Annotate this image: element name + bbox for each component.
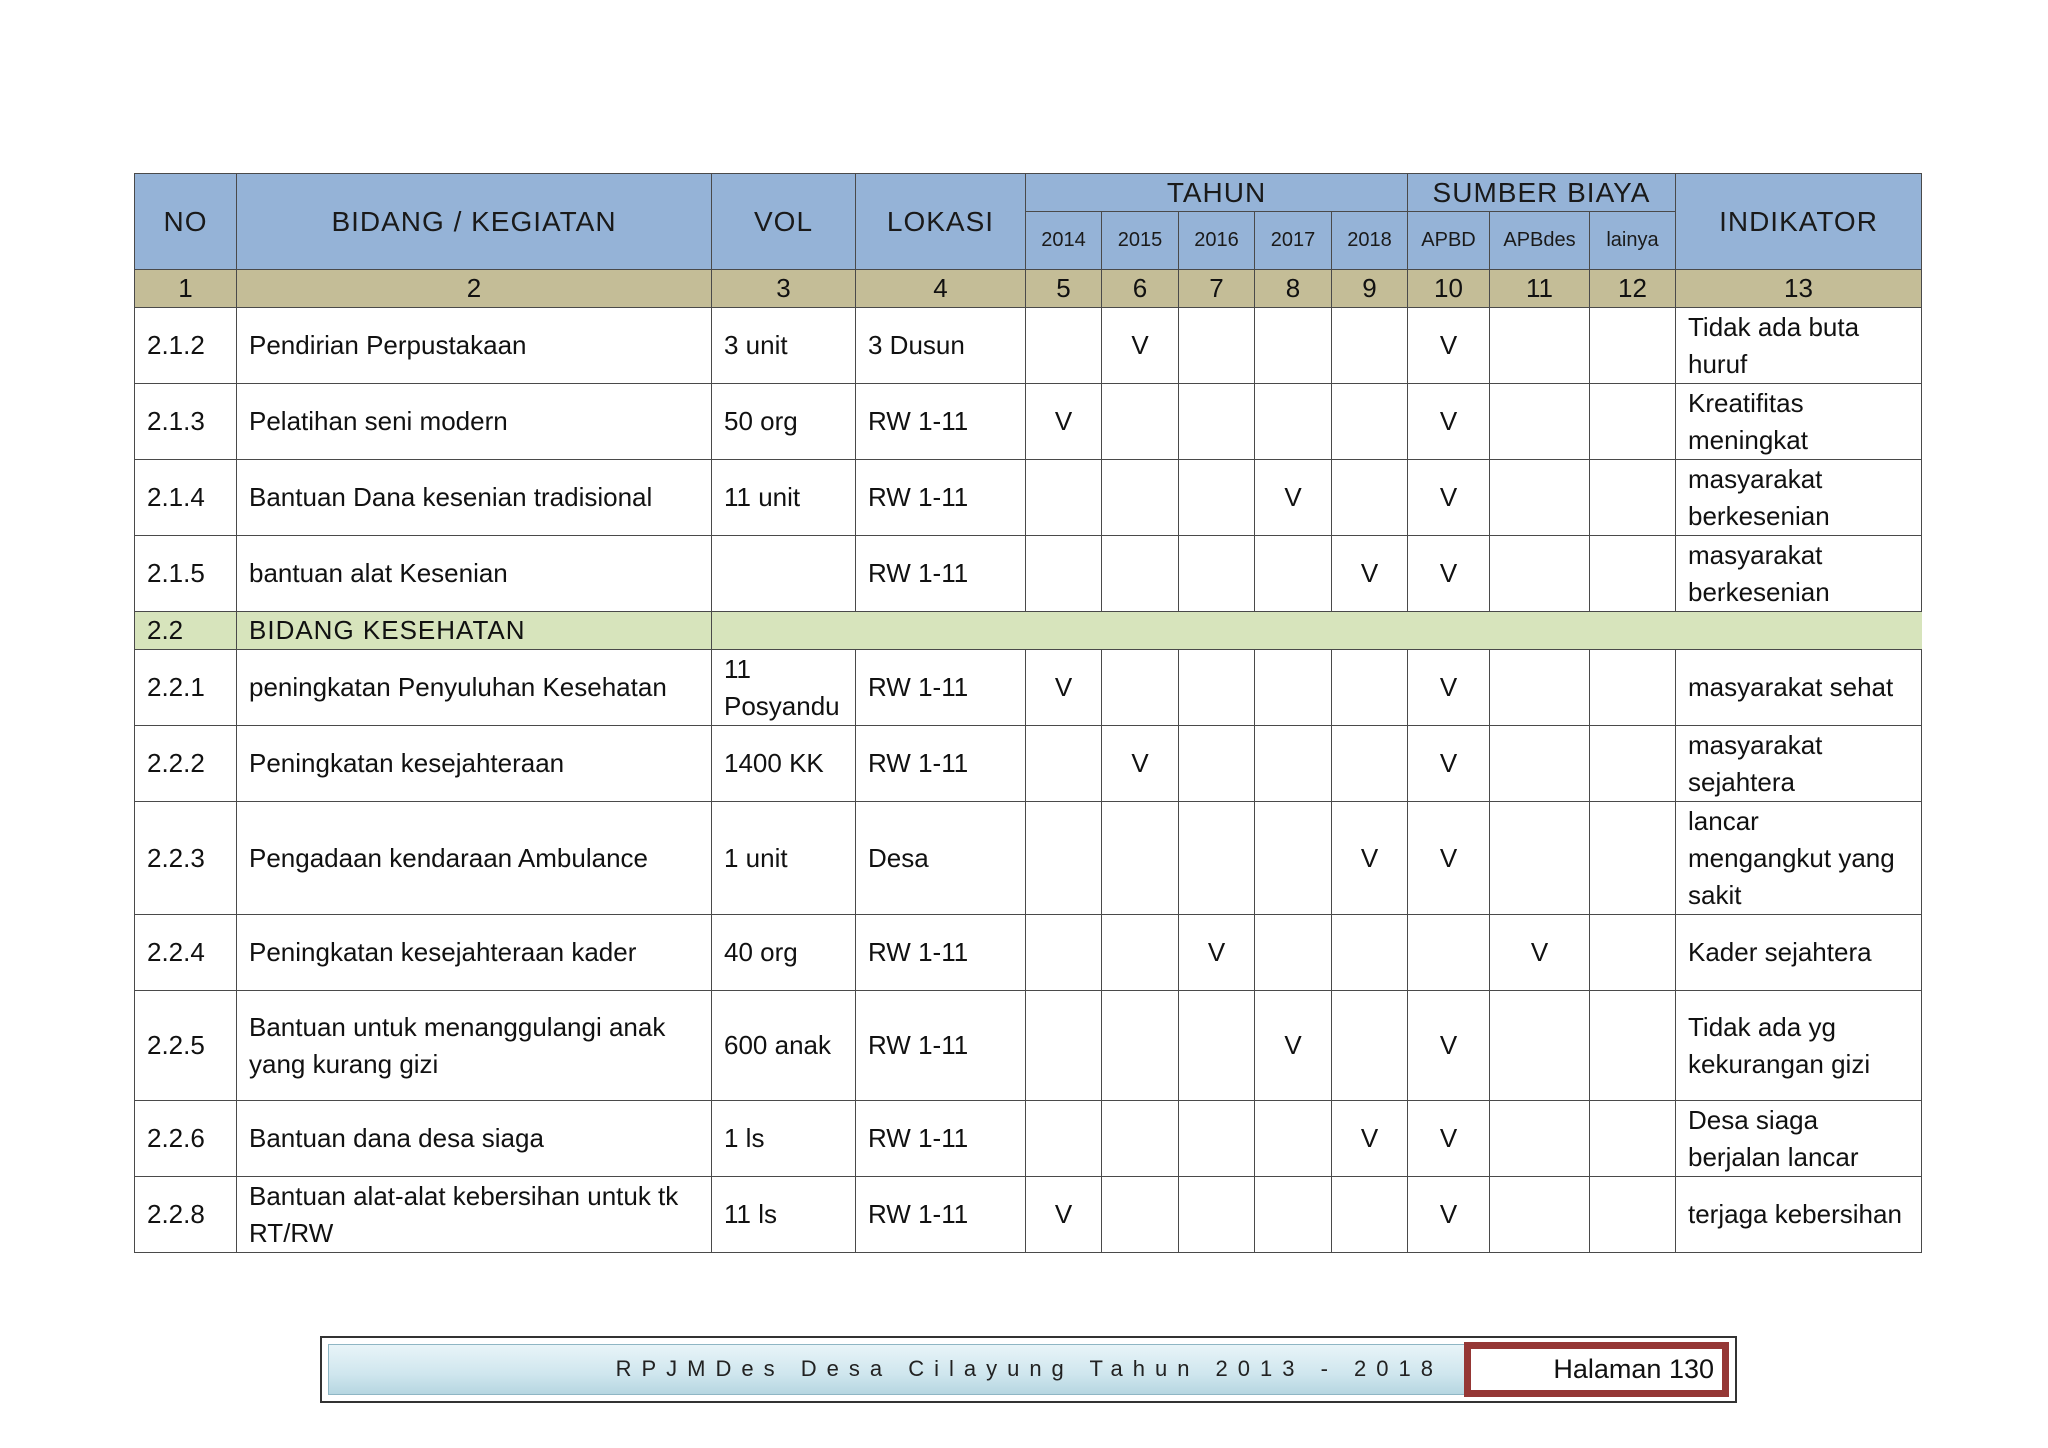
table-row (135, 308, 1922, 384)
header-year-2016: 2016 (1179, 212, 1255, 270)
row-mark: V (1026, 650, 1102, 726)
footer-title: RPJMDes Desa Cilayung Tahun 2013 - 2018 (328, 1344, 1470, 1395)
row-lokasi: Desa (856, 802, 1026, 915)
row-mark (1590, 915, 1676, 991)
column-number-cell: 10 (1408, 270, 1490, 308)
table-row (135, 650, 1922, 726)
column-number-cell: 6 (1102, 270, 1179, 308)
row-mark (1590, 726, 1676, 802)
row-lokasi: RW 1-11 (856, 536, 1026, 612)
row-mark (1590, 1101, 1676, 1177)
row-mark: V (1408, 1101, 1490, 1177)
row-mark (1179, 802, 1255, 915)
row-lokasi: RW 1-11 (856, 1177, 1026, 1253)
column-number-cell: 7 (1179, 270, 1255, 308)
row-kegiatan: Peningkatan kesejahteraan (237, 726, 712, 802)
row-mark (1179, 460, 1255, 536)
header-year-2014: 2014 (1026, 212, 1102, 270)
row-mark (1490, 460, 1590, 536)
row-mark (1026, 308, 1102, 384)
row-mark (1102, 915, 1179, 991)
row-indikator: masyarakat berkesenian (1676, 460, 1922, 536)
row-mark (1179, 991, 1255, 1101)
row-mark (1026, 802, 1102, 915)
row-mark (1590, 991, 1676, 1101)
table-row (135, 1101, 1922, 1177)
header-lokasi: LOKASI (856, 174, 1026, 270)
header-tahun: TAHUN (1026, 174, 1408, 212)
column-number-row (135, 270, 1922, 308)
row-mark (1590, 308, 1676, 384)
rpjm-table (134, 173, 1922, 1253)
row-mark (1590, 1177, 1676, 1253)
header-indikator: INDIKATOR (1676, 174, 1922, 270)
row-mark: V (1408, 1177, 1490, 1253)
column-number-cell: 8 (1255, 270, 1332, 308)
row-mark (1102, 384, 1179, 460)
row-kegiatan: Pelatihan seni modern (237, 384, 712, 460)
row-number: 2.2.8 (135, 1177, 237, 1253)
row-mark (1490, 991, 1590, 1101)
row-mark (1102, 650, 1179, 726)
row-number: 2.2.3 (135, 802, 237, 915)
row-mark (1255, 308, 1332, 384)
row-vol: 40 org (712, 915, 856, 991)
row-mark (1255, 384, 1332, 460)
section-filler-cell (1179, 612, 1255, 650)
row-mark (1102, 991, 1179, 1101)
header-year-2018: 2018 (1332, 212, 1408, 270)
row-mark (1490, 536, 1590, 612)
row-mark (1332, 991, 1408, 1101)
row-mark (1179, 384, 1255, 460)
header-bidang-kegiatan: BIDANG / KEGIATAN (237, 174, 712, 270)
header-source-lainya: lainya (1590, 212, 1676, 270)
row-lokasi: RW 1-11 (856, 991, 1026, 1101)
header-no: NO (135, 174, 237, 270)
row-mark (1179, 1177, 1255, 1253)
row-mark (1102, 1101, 1179, 1177)
row-kegiatan: Bantuan alat-alat kebersihan untuk tk RT/RW (237, 1177, 712, 1253)
table-row (135, 536, 1922, 612)
row-lokasi: RW 1-11 (856, 650, 1026, 726)
header-source-apbd: APBD (1408, 212, 1490, 270)
row-lokasi: RW 1-11 (856, 726, 1026, 802)
row-mark: V (1026, 1177, 1102, 1253)
row-lokasi: RW 1-11 (856, 460, 1026, 536)
header-year-2017: 2017 (1255, 212, 1332, 270)
row-vol: 50 org (712, 384, 856, 460)
table-row (135, 802, 1922, 915)
column-number-cell: 11 (1490, 270, 1590, 308)
row-number: 2.2.6 (135, 1101, 237, 1177)
section-filler-cell (856, 612, 1026, 650)
section-filler-cell (1026, 612, 1102, 650)
row-mark (1332, 460, 1408, 536)
table-row (135, 991, 1922, 1101)
row-mark: V (1408, 308, 1490, 384)
section-filler-cell (1676, 612, 1922, 650)
row-mark (1026, 726, 1102, 802)
row-number: 2.2.5 (135, 991, 237, 1101)
row-vol: 11 Posyandu (712, 650, 856, 726)
row-mark (1255, 1177, 1332, 1253)
section-filler-cell (1490, 612, 1590, 650)
row-mark (1102, 536, 1179, 612)
row-indikator: masyarakat berkesenian (1676, 536, 1922, 612)
section-number: 2.2 (135, 612, 237, 650)
row-lokasi: 3 Dusun (856, 308, 1026, 384)
row-mark (1408, 915, 1490, 991)
row-number: 2.2.2 (135, 726, 237, 802)
row-mark (1255, 915, 1332, 991)
row-mark (1332, 915, 1408, 991)
column-number-cell: 12 (1590, 270, 1676, 308)
row-mark (1490, 384, 1590, 460)
section-filler-cell (1590, 612, 1676, 650)
row-number: 2.1.5 (135, 536, 237, 612)
section-filler-cell (1332, 612, 1408, 650)
row-kegiatan: Bantuan Dana kesenian tradisional (237, 460, 712, 536)
row-mark (1179, 650, 1255, 726)
row-number: 2.1.4 (135, 460, 237, 536)
row-mark (1255, 536, 1332, 612)
table-row (135, 460, 1922, 536)
row-mark (1490, 802, 1590, 915)
row-kegiatan: bantuan alat Kesenian (237, 536, 712, 612)
row-mark (1590, 384, 1676, 460)
row-kegiatan: Pendirian Perpustakaan (237, 308, 712, 384)
row-mark (1255, 1101, 1332, 1177)
row-mark (1255, 650, 1332, 726)
column-number-cell: 2 (237, 270, 712, 308)
column-number-cell: 1 (135, 270, 237, 308)
row-lokasi: RW 1-11 (856, 1101, 1026, 1177)
column-number-cell: 4 (856, 270, 1026, 308)
row-mark (1590, 650, 1676, 726)
row-vol: 3 unit (712, 308, 856, 384)
row-mark (1590, 460, 1676, 536)
row-mark (1332, 1177, 1408, 1253)
header-sumber-biaya: SUMBER BIAYA (1408, 174, 1676, 212)
row-vol: 1400 KK (712, 726, 856, 802)
page-footer (320, 1336, 1737, 1403)
row-mark (1026, 915, 1102, 991)
table-row (135, 1177, 1922, 1253)
row-vol: 600 anak (712, 991, 856, 1101)
row-lokasi: RW 1-11 (856, 384, 1026, 460)
row-indikator: Kader sejahtera (1676, 915, 1922, 991)
row-mark: V (1102, 308, 1179, 384)
row-mark (1590, 536, 1676, 612)
row-indikator: Desa siaga berjalan lancar (1676, 1101, 1922, 1177)
row-mark: V (1332, 1101, 1408, 1177)
column-number-cell: 13 (1676, 270, 1922, 308)
row-mark (1102, 802, 1179, 915)
row-number: 2.2.4 (135, 915, 237, 991)
row-mark (1490, 726, 1590, 802)
row-kegiatan: Bantuan untuk menanggulangi anak yang kurang gizi (237, 991, 712, 1101)
row-mark (1102, 460, 1179, 536)
row-number: 2.2.1 (135, 650, 237, 726)
row-indikator: Tidak ada yg kekurangan gizi (1676, 991, 1922, 1101)
row-indikator: Kreatifitas meningkat (1676, 384, 1922, 460)
row-mark (1179, 308, 1255, 384)
row-mark: V (1408, 991, 1490, 1101)
row-mark (1332, 650, 1408, 726)
row-vol (712, 536, 856, 612)
row-vol: 1 unit (712, 802, 856, 915)
row-vol: 11 ls (712, 1177, 856, 1253)
section-filler-cell (1102, 612, 1179, 650)
row-mark (1179, 536, 1255, 612)
row-kegiatan: peningkatan Penyuluhan Kesehatan (237, 650, 712, 726)
row-kegiatan: Bantuan dana desa siaga (237, 1101, 712, 1177)
table-row (135, 726, 1922, 802)
row-vol: 1 ls (712, 1101, 856, 1177)
row-mark (1590, 802, 1676, 915)
row-vol: 11 unit (712, 460, 856, 536)
row-number: 2.1.3 (135, 384, 237, 460)
row-kegiatan: Pengadaan kendaraan Ambulance (237, 802, 712, 915)
row-mark (1255, 726, 1332, 802)
header-vol: VOL (712, 174, 856, 270)
row-mark (1332, 384, 1408, 460)
section-title: BIDANG KESEHATAN (237, 612, 712, 650)
row-mark (1179, 726, 1255, 802)
row-mark: V (1408, 726, 1490, 802)
row-mark: V (1026, 384, 1102, 460)
row-mark: V (1255, 991, 1332, 1101)
row-mark: V (1255, 460, 1332, 536)
row-indikator: terjaga kebersihan (1676, 1177, 1922, 1253)
section-filler-cell (1408, 612, 1490, 650)
row-kegiatan: Peningkatan kesejahteraan kader (237, 915, 712, 991)
row-mark: V (1490, 915, 1590, 991)
row-mark (1026, 536, 1102, 612)
row-mark: V (1408, 802, 1490, 915)
column-number-cell: 5 (1026, 270, 1102, 308)
row-mark (1026, 991, 1102, 1101)
page-number: Halaman 130 (1464, 1342, 1729, 1397)
section-filler-cell (712, 612, 856, 650)
row-indikator: masyarakat sehat (1676, 650, 1922, 726)
header-source-apbdes: APBdes (1490, 212, 1590, 270)
row-indikator: Tidak ada buta huruf (1676, 308, 1922, 384)
row-mark (1255, 802, 1332, 915)
row-mark (1490, 1177, 1590, 1253)
row-mark: V (1102, 726, 1179, 802)
section-filler-cell (1255, 612, 1332, 650)
row-mark (1332, 308, 1408, 384)
row-mark (1102, 1177, 1179, 1253)
row-number: 2.1.2 (135, 308, 237, 384)
row-mark: V (1179, 915, 1255, 991)
row-mark: V (1332, 536, 1408, 612)
row-mark: V (1332, 802, 1408, 915)
table-row (135, 384, 1922, 460)
row-mark (1179, 1101, 1255, 1177)
row-mark (1026, 460, 1102, 536)
header-year-2015: 2015 (1102, 212, 1179, 270)
column-number-cell: 9 (1332, 270, 1408, 308)
row-lokasi: RW 1-11 (856, 915, 1026, 991)
row-mark (1490, 650, 1590, 726)
row-mark (1332, 726, 1408, 802)
section-row (135, 612, 1922, 650)
row-mark: V (1408, 460, 1490, 536)
row-mark: V (1408, 650, 1490, 726)
row-mark (1490, 308, 1590, 384)
row-mark: V (1408, 384, 1490, 460)
row-mark (1490, 1101, 1590, 1177)
row-indikator: lancar mengangkut yang sakit (1676, 802, 1922, 915)
row-mark (1026, 1101, 1102, 1177)
column-number-cell: 3 (712, 270, 856, 308)
row-mark: V (1408, 536, 1490, 612)
row-indikator: masyarakat sejahtera (1676, 726, 1922, 802)
table-row (135, 915, 1922, 991)
